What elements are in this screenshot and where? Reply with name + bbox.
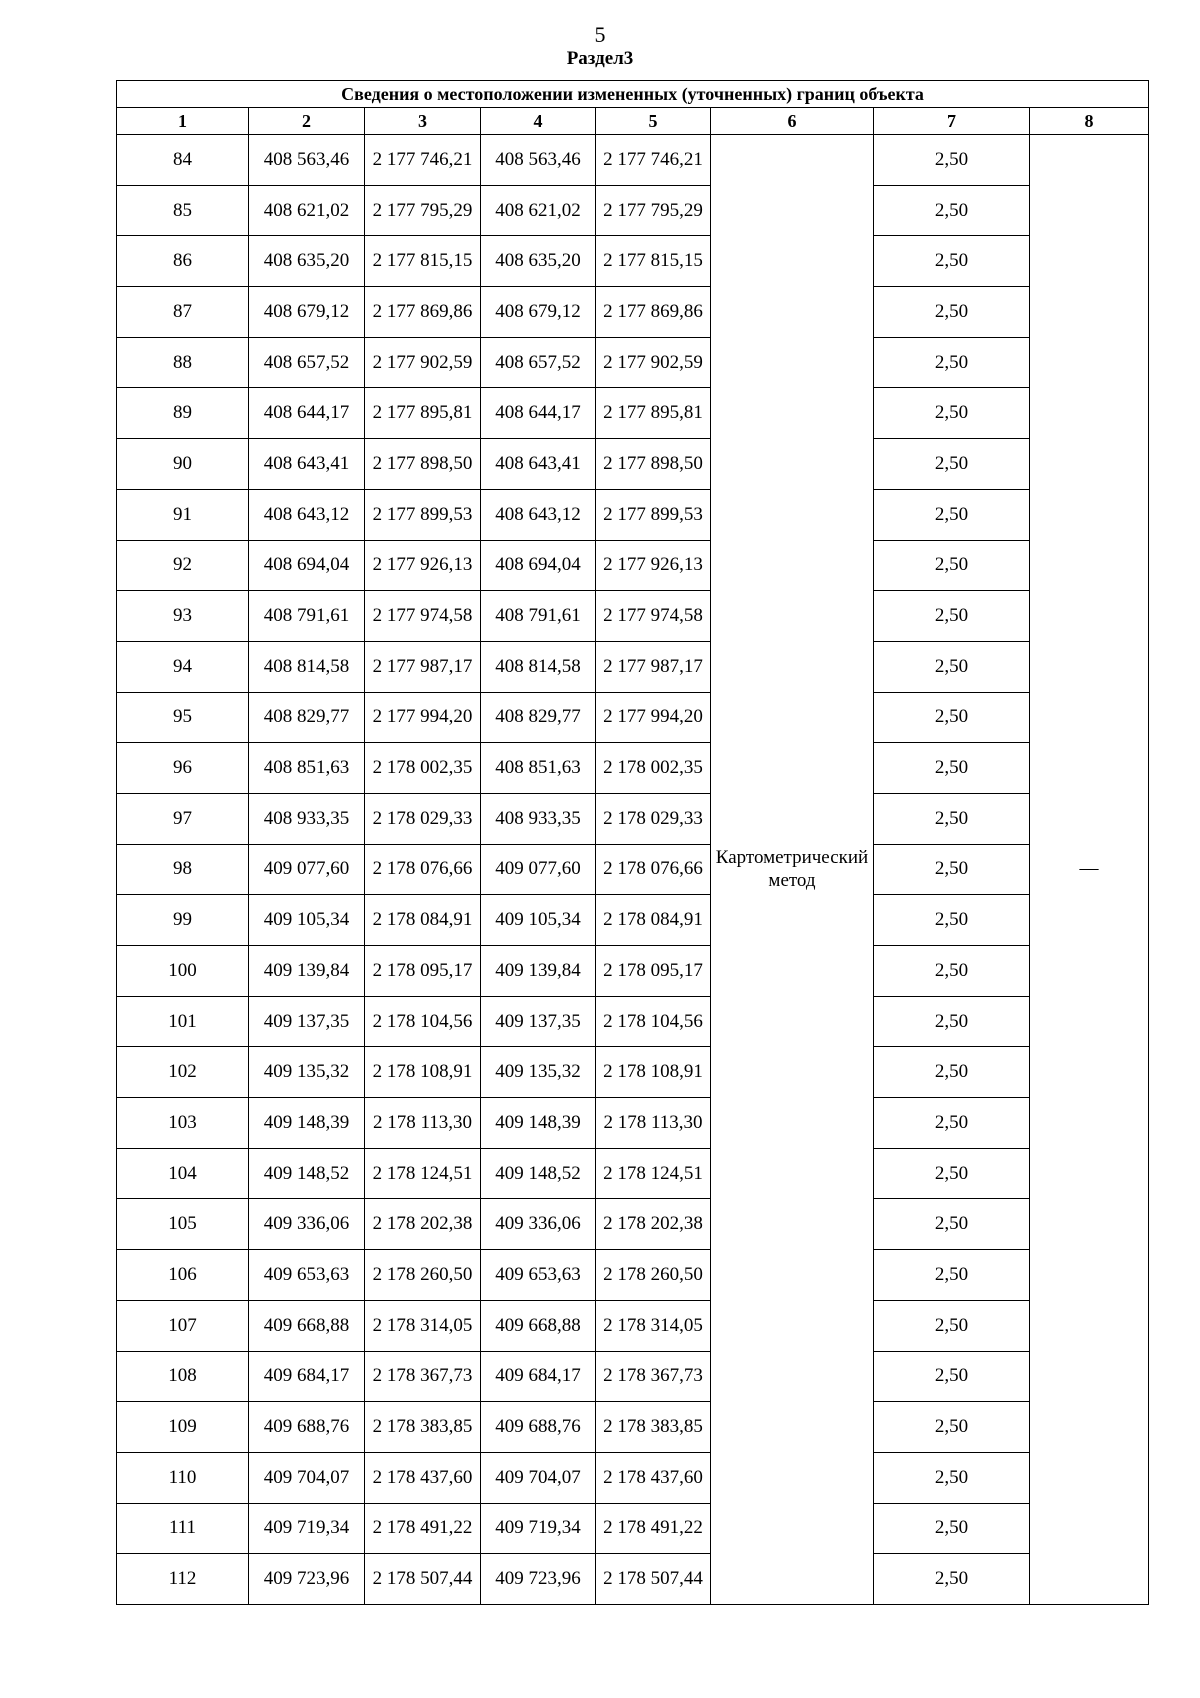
refined-y-cell: 2 178 383,85 xyxy=(596,1402,711,1453)
existing-x-cell: 409 688,76 xyxy=(249,1402,365,1453)
refined-x-cell: 409 668,88 xyxy=(481,1300,596,1351)
existing-y-cell: 2 177 746,21 xyxy=(365,135,481,186)
table-row xyxy=(117,1148,1149,1199)
refined-x-cell: 409 653,63 xyxy=(481,1250,596,1301)
refined-y-cell: 2 177 994,20 xyxy=(596,692,711,743)
refined-x-cell: 409 105,34 xyxy=(481,895,596,946)
table-row xyxy=(117,895,1149,946)
existing-x-cell: 408 933,35 xyxy=(249,793,365,844)
accuracy-cell: 2,50 xyxy=(874,1300,1030,1351)
refined-y-cell: 2 178 507,44 xyxy=(596,1554,711,1605)
existing-y-cell: 2 177 987,17 xyxy=(365,641,481,692)
table-row xyxy=(117,1047,1149,1098)
existing-y-cell: 2 178 124,51 xyxy=(365,1148,481,1199)
accuracy-cell: 2,50 xyxy=(874,489,1030,540)
existing-x-cell: 409 704,07 xyxy=(249,1452,365,1503)
column-number: 1 xyxy=(117,108,249,135)
accuracy-cell: 2,50 xyxy=(874,641,1030,692)
table-row xyxy=(117,540,1149,591)
refined-y-cell: 2 178 491,22 xyxy=(596,1503,711,1554)
table-row xyxy=(117,1554,1149,1605)
existing-x-cell: 408 694,04 xyxy=(249,540,365,591)
table-row xyxy=(117,337,1149,388)
existing-x-cell: 409 336,06 xyxy=(249,1199,365,1250)
refined-y-cell: 2 177 902,59 xyxy=(596,337,711,388)
accuracy-cell: 2,50 xyxy=(874,1554,1030,1605)
existing-x-cell: 409 653,63 xyxy=(249,1250,365,1301)
refined-x-cell: 408 679,12 xyxy=(481,287,596,338)
table-row xyxy=(117,185,1149,236)
point-number-cell: 97 xyxy=(117,793,249,844)
accuracy-cell: 2,50 xyxy=(874,895,1030,946)
table-row xyxy=(117,135,1149,186)
refined-y-cell: 2 178 437,60 xyxy=(596,1452,711,1503)
refined-x-cell: 408 657,52 xyxy=(481,337,596,388)
existing-y-cell: 2 178 113,30 xyxy=(365,1098,481,1149)
existing-y-cell: 2 178 104,56 xyxy=(365,996,481,1047)
existing-x-cell: 409 137,35 xyxy=(249,996,365,1047)
existing-x-cell: 409 148,39 xyxy=(249,1098,365,1149)
accuracy-cell: 2,50 xyxy=(874,1452,1030,1503)
refined-x-cell: 408 643,41 xyxy=(481,439,596,490)
existing-y-cell: 2 178 076,66 xyxy=(365,844,481,895)
refined-y-cell: 2 177 899,53 xyxy=(596,489,711,540)
existing-x-cell: 409 668,88 xyxy=(249,1300,365,1351)
existing-x-cell: 408 791,61 xyxy=(249,591,365,642)
existing-y-cell: 2 178 491,22 xyxy=(365,1503,481,1554)
existing-x-cell: 408 621,02 xyxy=(249,185,365,236)
refined-y-cell: 2 177 898,50 xyxy=(596,439,711,490)
existing-y-cell: 2 178 507,44 xyxy=(365,1554,481,1605)
refined-y-cell: 2 178 367,73 xyxy=(596,1351,711,1402)
accuracy-cell: 2,50 xyxy=(874,337,1030,388)
existing-x-cell: 409 148,52 xyxy=(249,1148,365,1199)
column-number: 7 xyxy=(874,108,1030,135)
refined-x-cell: 409 148,39 xyxy=(481,1098,596,1149)
accuracy-cell: 2,50 xyxy=(874,1351,1030,1402)
refined-x-cell: 409 148,52 xyxy=(481,1148,596,1199)
table-body xyxy=(117,135,1149,1605)
table-row xyxy=(117,793,1149,844)
table-row xyxy=(117,844,1149,895)
page-number: 5 xyxy=(594,22,606,47)
table-row xyxy=(117,1300,1149,1351)
existing-x-cell: 409 723,96 xyxy=(249,1554,365,1605)
existing-x-cell: 409 719,34 xyxy=(249,1503,365,1554)
refined-x-cell: 408 635,20 xyxy=(481,236,596,287)
table-row xyxy=(117,591,1149,642)
table-row xyxy=(117,743,1149,794)
accuracy-cell: 2,50 xyxy=(874,185,1030,236)
accuracy-cell: 2,50 xyxy=(874,236,1030,287)
refined-y-cell: 2 178 260,50 xyxy=(596,1250,711,1301)
accuracy-cell: 2,50 xyxy=(874,844,1030,895)
existing-x-cell: 408 657,52 xyxy=(249,337,365,388)
table-row xyxy=(117,1250,1149,1301)
point-number-cell: 94 xyxy=(117,641,249,692)
accuracy-cell: 2,50 xyxy=(874,1098,1030,1149)
refined-x-cell: 408 814,58 xyxy=(481,641,596,692)
existing-x-cell: 408 814,58 xyxy=(249,641,365,692)
existing-y-cell: 2 178 314,05 xyxy=(365,1300,481,1351)
existing-x-cell: 408 643,41 xyxy=(249,439,365,490)
refined-y-cell: 2 178 202,38 xyxy=(596,1199,711,1250)
table-row xyxy=(117,1452,1149,1503)
existing-y-cell: 2 177 869,86 xyxy=(365,287,481,338)
point-number-cell: 103 xyxy=(117,1098,249,1149)
point-number-cell: 104 xyxy=(117,1148,249,1199)
refined-x-cell: 409 137,35 xyxy=(481,996,596,1047)
existing-y-cell: 2 178 260,50 xyxy=(365,1250,481,1301)
existing-x-cell: 409 135,32 xyxy=(249,1047,365,1098)
accuracy-cell: 2,50 xyxy=(874,540,1030,591)
table-row xyxy=(117,1098,1149,1149)
note-cell: — xyxy=(1030,135,1149,1605)
existing-x-cell: 408 644,17 xyxy=(249,388,365,439)
accuracy-cell: 2,50 xyxy=(874,793,1030,844)
table-row xyxy=(117,692,1149,743)
column-number: 8 xyxy=(1030,108,1149,135)
table-row xyxy=(117,287,1149,338)
table-caption: Сведения о местоположении измененных (уточненных) границ объекта xyxy=(117,81,1149,108)
point-number-cell: 93 xyxy=(117,591,249,642)
existing-y-cell: 2 178 002,35 xyxy=(365,743,481,794)
column-number: 5 xyxy=(596,108,711,135)
refined-y-cell: 2 178 002,35 xyxy=(596,743,711,794)
accuracy-cell: 2,50 xyxy=(874,996,1030,1047)
accuracy-cell: 2,50 xyxy=(874,1503,1030,1554)
point-number-cell: 110 xyxy=(117,1452,249,1503)
table-row xyxy=(117,1402,1149,1453)
table-row xyxy=(117,489,1149,540)
refined-x-cell: 408 694,04 xyxy=(481,540,596,591)
refined-x-cell: 409 688,76 xyxy=(481,1402,596,1453)
existing-y-cell: 2 178 383,85 xyxy=(365,1402,481,1453)
point-number-cell: 105 xyxy=(117,1199,249,1250)
existing-y-cell: 2 177 895,81 xyxy=(365,388,481,439)
point-number-cell: 85 xyxy=(117,185,249,236)
refined-y-cell: 2 178 029,33 xyxy=(596,793,711,844)
refined-x-cell: 408 563,46 xyxy=(481,135,596,186)
column-number: 6 xyxy=(711,108,874,135)
point-number-cell: 87 xyxy=(117,287,249,338)
point-number-cell: 90 xyxy=(117,439,249,490)
section-title: Раздел3 xyxy=(566,48,634,69)
existing-x-cell: 409 684,17 xyxy=(249,1351,365,1402)
point-number-cell: 89 xyxy=(117,388,249,439)
existing-x-cell: 408 563,46 xyxy=(249,135,365,186)
refined-y-cell: 2 178 104,56 xyxy=(596,996,711,1047)
accuracy-cell: 2,50 xyxy=(874,1047,1030,1098)
accuracy-cell: 2,50 xyxy=(874,743,1030,794)
refined-x-cell: 409 704,07 xyxy=(481,1452,596,1503)
point-number-cell: 106 xyxy=(117,1250,249,1301)
point-number-cell: 111 xyxy=(117,1503,249,1554)
refined-y-cell: 2 177 926,13 xyxy=(596,540,711,591)
point-number-cell: 86 xyxy=(117,236,249,287)
refined-y-cell: 2 177 987,17 xyxy=(596,641,711,692)
existing-x-cell: 409 139,84 xyxy=(249,946,365,997)
accuracy-cell: 2,50 xyxy=(874,692,1030,743)
method-cell: Картометрический метод xyxy=(711,135,874,1605)
table-row xyxy=(117,996,1149,1047)
point-number-cell: 95 xyxy=(117,692,249,743)
point-number-cell: 98 xyxy=(117,844,249,895)
point-number-cell: 84 xyxy=(117,135,249,186)
refined-x-cell: 408 643,12 xyxy=(481,489,596,540)
refined-y-cell: 2 178 314,05 xyxy=(596,1300,711,1351)
point-number-cell: 96 xyxy=(117,743,249,794)
point-number-cell: 99 xyxy=(117,895,249,946)
refined-x-cell: 408 933,35 xyxy=(481,793,596,844)
refined-y-cell: 2 178 095,17 xyxy=(596,946,711,997)
accuracy-cell: 2,50 xyxy=(874,946,1030,997)
refined-x-cell: 409 723,96 xyxy=(481,1554,596,1605)
point-number-cell: 100 xyxy=(117,946,249,997)
existing-y-cell: 2 177 898,50 xyxy=(365,439,481,490)
accuracy-cell: 2,50 xyxy=(874,135,1030,186)
accuracy-cell: 2,50 xyxy=(874,1250,1030,1301)
accuracy-cell: 2,50 xyxy=(874,591,1030,642)
refined-y-cell: 2 178 084,91 xyxy=(596,895,711,946)
column-number-row xyxy=(117,108,1149,135)
refined-y-cell: 2 178 124,51 xyxy=(596,1148,711,1199)
existing-y-cell: 2 177 815,15 xyxy=(365,236,481,287)
existing-x-cell: 408 829,77 xyxy=(249,692,365,743)
existing-y-cell: 2 177 994,20 xyxy=(365,692,481,743)
refined-x-cell: 409 077,60 xyxy=(481,844,596,895)
existing-y-cell: 2 177 926,13 xyxy=(365,540,481,591)
table-row xyxy=(117,1199,1149,1250)
existing-y-cell: 2 177 902,59 xyxy=(365,337,481,388)
existing-y-cell: 2 178 202,38 xyxy=(365,1199,481,1250)
refined-x-cell: 409 139,84 xyxy=(481,946,596,997)
table-row xyxy=(117,388,1149,439)
existing-x-cell: 408 851,63 xyxy=(249,743,365,794)
point-number-cell: 112 xyxy=(117,1554,249,1605)
refined-y-cell: 2 177 869,86 xyxy=(596,287,711,338)
existing-x-cell: 409 077,60 xyxy=(249,844,365,895)
refined-x-cell: 409 684,17 xyxy=(481,1351,596,1402)
accuracy-cell: 2,50 xyxy=(874,439,1030,490)
point-number-cell: 108 xyxy=(117,1351,249,1402)
refined-x-cell: 409 336,06 xyxy=(481,1199,596,1250)
column-number: 4 xyxy=(481,108,596,135)
refined-y-cell: 2 177 815,15 xyxy=(596,236,711,287)
column-number: 3 xyxy=(365,108,481,135)
existing-y-cell: 2 178 367,73 xyxy=(365,1351,481,1402)
existing-y-cell: 2 178 095,17 xyxy=(365,946,481,997)
existing-x-cell: 408 643,12 xyxy=(249,489,365,540)
point-number-cell: 92 xyxy=(117,540,249,591)
existing-y-cell: 2 178 084,91 xyxy=(365,895,481,946)
accuracy-cell: 2,50 xyxy=(874,388,1030,439)
accuracy-cell: 2,50 xyxy=(874,1148,1030,1199)
existing-y-cell: 2 178 437,60 xyxy=(365,1452,481,1503)
table-caption-row xyxy=(117,81,1149,108)
refined-x-cell: 409 719,34 xyxy=(481,1503,596,1554)
refined-y-cell: 2 177 746,21 xyxy=(596,135,711,186)
point-number-cell: 88 xyxy=(117,337,249,388)
column-number: 2 xyxy=(249,108,365,135)
refined-y-cell: 2 178 108,91 xyxy=(596,1047,711,1098)
existing-x-cell: 408 635,20 xyxy=(249,236,365,287)
refined-y-cell: 2 178 113,30 xyxy=(596,1098,711,1149)
accuracy-cell: 2,50 xyxy=(874,1199,1030,1250)
table-row xyxy=(117,946,1149,997)
point-number-cell: 101 xyxy=(117,996,249,1047)
existing-y-cell: 2 177 899,53 xyxy=(365,489,481,540)
existing-x-cell: 408 679,12 xyxy=(249,287,365,338)
accuracy-cell: 2,50 xyxy=(874,1402,1030,1453)
coordinates-table xyxy=(116,80,1149,1605)
existing-y-cell: 2 178 108,91 xyxy=(365,1047,481,1098)
refined-y-cell: 2 177 974,58 xyxy=(596,591,711,642)
table-row xyxy=(117,1503,1149,1554)
refined-x-cell: 408 644,17 xyxy=(481,388,596,439)
point-number-cell: 109 xyxy=(117,1402,249,1453)
table-row xyxy=(117,1351,1149,1402)
refined-x-cell: 409 135,32 xyxy=(481,1047,596,1098)
existing-y-cell: 2 178 029,33 xyxy=(365,793,481,844)
existing-y-cell: 2 177 974,58 xyxy=(365,591,481,642)
table-row xyxy=(117,439,1149,490)
table-row xyxy=(117,236,1149,287)
refined-y-cell: 2 177 895,81 xyxy=(596,388,711,439)
refined-x-cell: 408 829,77 xyxy=(481,692,596,743)
accuracy-cell: 2,50 xyxy=(874,287,1030,338)
point-number-cell: 107 xyxy=(117,1300,249,1351)
refined-y-cell: 2 178 076,66 xyxy=(596,844,711,895)
refined-x-cell: 408 851,63 xyxy=(481,743,596,794)
refined-y-cell: 2 177 795,29 xyxy=(596,185,711,236)
existing-y-cell: 2 177 795,29 xyxy=(365,185,481,236)
refined-x-cell: 408 621,02 xyxy=(481,185,596,236)
refined-x-cell: 408 791,61 xyxy=(481,591,596,642)
existing-x-cell: 409 105,34 xyxy=(249,895,365,946)
table-row xyxy=(117,641,1149,692)
point-number-cell: 91 xyxy=(117,489,249,540)
point-number-cell: 102 xyxy=(117,1047,249,1098)
